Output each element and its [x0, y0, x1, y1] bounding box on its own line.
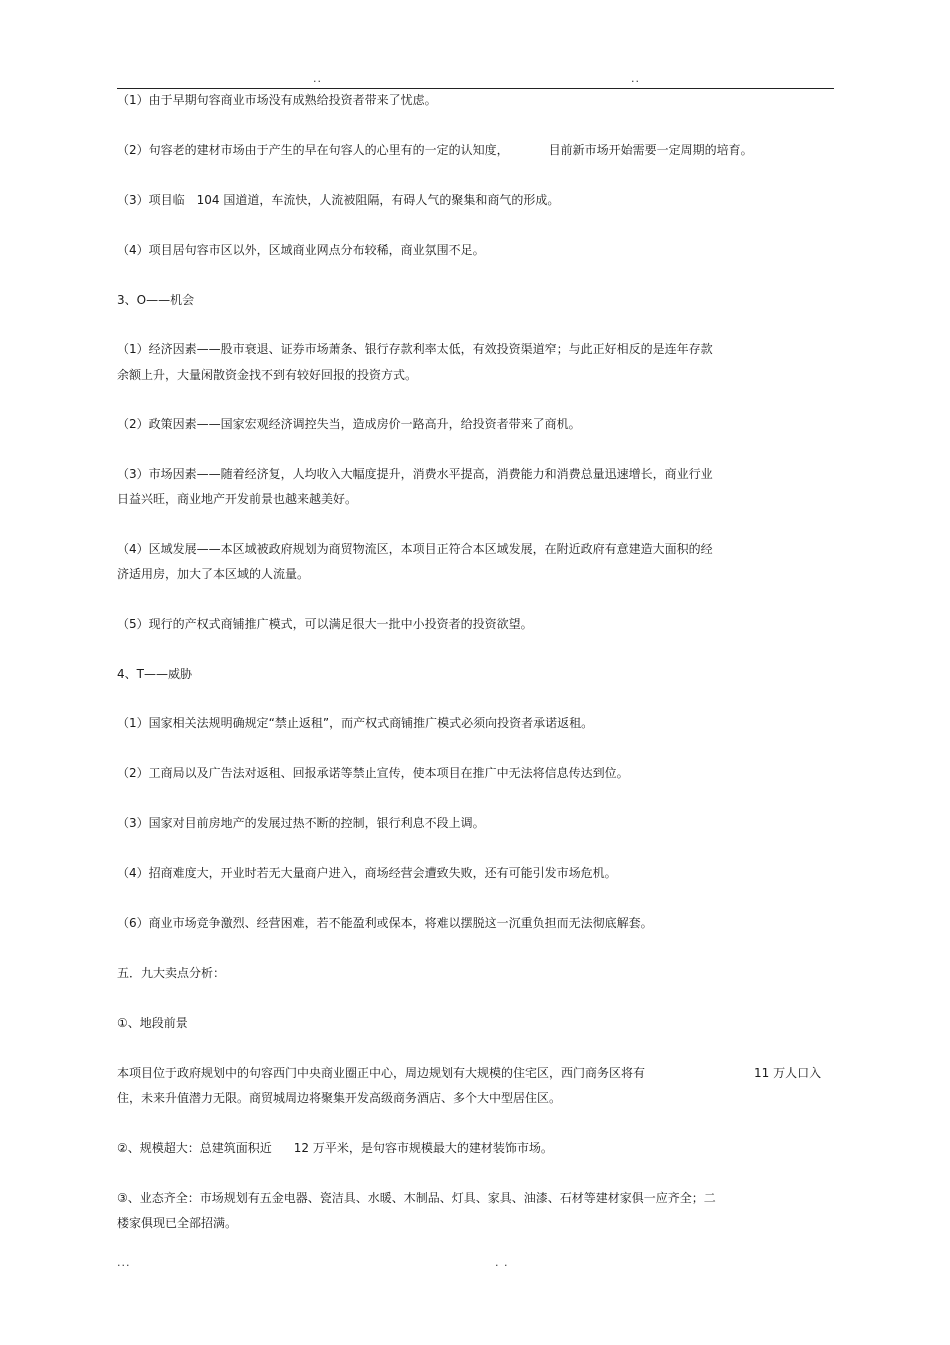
opportunity-item-3-line-1: （3）市场因素——随着经济复，人均收入大幅度提升，消费水平提高，消费能力和消费总量迅速增长，商业行业 — [117, 467, 713, 481]
header-mark-right: .. — [631, 72, 640, 85]
weakness-item-3-part-b: 104 国道道，车流快，人流被阻隔，有碍人气的聚集和商气的形成。 — [196, 193, 560, 207]
threat-item-3: （3）国家对目前房地产的发展过热不断的控制，银行利息不段上调。 — [117, 816, 485, 830]
footer-mark-right: . . — [495, 1256, 509, 1269]
weakness-item-3 — [117, 192, 559, 208]
selling-point-1-line-2: 住，未来升值潜力无限。商贸城周边将聚集开发高级商务酒店、多个大中型居住区。 — [117, 1091, 562, 1105]
footer-mark-left: ... — [117, 1256, 131, 1269]
opportunity-item-4-line-1: （4）区域发展——本区域被政府规划为商贸物流区，本项目正符合本区域发展，在附近政府有意建造大面积的经 — [117, 542, 713, 556]
weakness-item-2-part-a: （2）句容老的建材市场由于产生的早在句容人的心里有的一定的认知度， — [117, 143, 509, 157]
selling-point-2-part-a: ②、规模超大：总建筑面积近 — [117, 1141, 272, 1155]
opportunity-item-4-line-2: 济适用房，加大了本区域的人流量。 — [117, 567, 310, 581]
selling-points-heading: 五．九大卖点分析： — [117, 966, 226, 980]
opportunity-item-1-line-1: （1）经济因素——股市衰退、证券市场萧条、银行存款利率太低，有效投资渠道窄；与此正好相反的是连年存款 — [117, 342, 713, 356]
header-rule — [117, 88, 834, 89]
opportunity-item-3-line-2: 日益兴旺，商业地产开发前景也越来越美好。 — [117, 492, 358, 506]
weakness-item-1: （1）由于早期句容商业市场没有成熟给投资者带来了忧虑。 — [117, 93, 437, 107]
opportunity-item-1-line-2: 余额上升，大量闲散资金找不到有较好回报的投资方式。 — [117, 368, 418, 382]
threat-item-6: （6）商业市场竞争激烈、经营困难，若不能盈利或保本，将难以摆脱这一沉重负担而无法彻底解套。 — [117, 916, 653, 930]
opportunity-heading: 3、O——机会 — [117, 293, 195, 307]
selling-point-1-population: 11 万人口入 — [754, 1066, 822, 1080]
threat-item-2: （2）工商局以及广告法对返租、回报承诺等禁止宣传，使本项目在推广中无法将信息传达到位。 — [117, 766, 629, 780]
threat-heading: 4、T——威胁 — [117, 667, 192, 681]
selling-point-3-line-1: ③、业态齐全：市场规划有五金电器、瓷洁具、水暖、木制品、灯具、家具、油漆、石材等建材家俱一应齐全；二 — [117, 1191, 716, 1205]
weakness-item-2-part-b: 目前新市场开始需要一定周期的培育。 — [548, 143, 753, 157]
selling-point-3-line-2: 楼家俱现已全部招满。 — [117, 1216, 238, 1230]
weakness-item-3-part-a: （3）项目临 — [117, 193, 185, 207]
threat-item-1: （1）国家相关法规明确规定“禁止返租”，而产权式商铺推广模式必须向投资者承诺返租。 — [117, 716, 594, 730]
opportunity-item-2: （2）政策因素——国家宏观经济调控失当，造成房价一路高升，给投资者带来了商机。 — [117, 417, 581, 431]
header-mark-left: .. — [313, 72, 322, 85]
threat-item-4: （4）招商难度大，开业时若无大量商户进入，商场经营会遭致失败，还有可能引发市场危机。 — [117, 866, 617, 880]
selling-point-2-part-b: 12 万平米，是句容市规模最大的建材装饰市场。 — [293, 1141, 553, 1155]
opportunity-item-5: （5）现行的产权式商铺推广模式，可以满足很大一批中小投资者的投资欲望。 — [117, 617, 533, 631]
selling-point-1-line-1: 本项目位于政府规划中的句容西门中央商业圈正中心，周边规划有大规模的住宅区，西门商务区将有 — [117, 1066, 646, 1080]
weakness-item-4: （4）项目居句容市区以外，区域商业网点分布较稀，商业氛围不足。 — [117, 243, 485, 257]
selling-point-2 — [117, 1140, 553, 1156]
weakness-item-2 — [117, 142, 753, 158]
selling-point-1-heading: ①、地段前景 — [117, 1016, 188, 1030]
